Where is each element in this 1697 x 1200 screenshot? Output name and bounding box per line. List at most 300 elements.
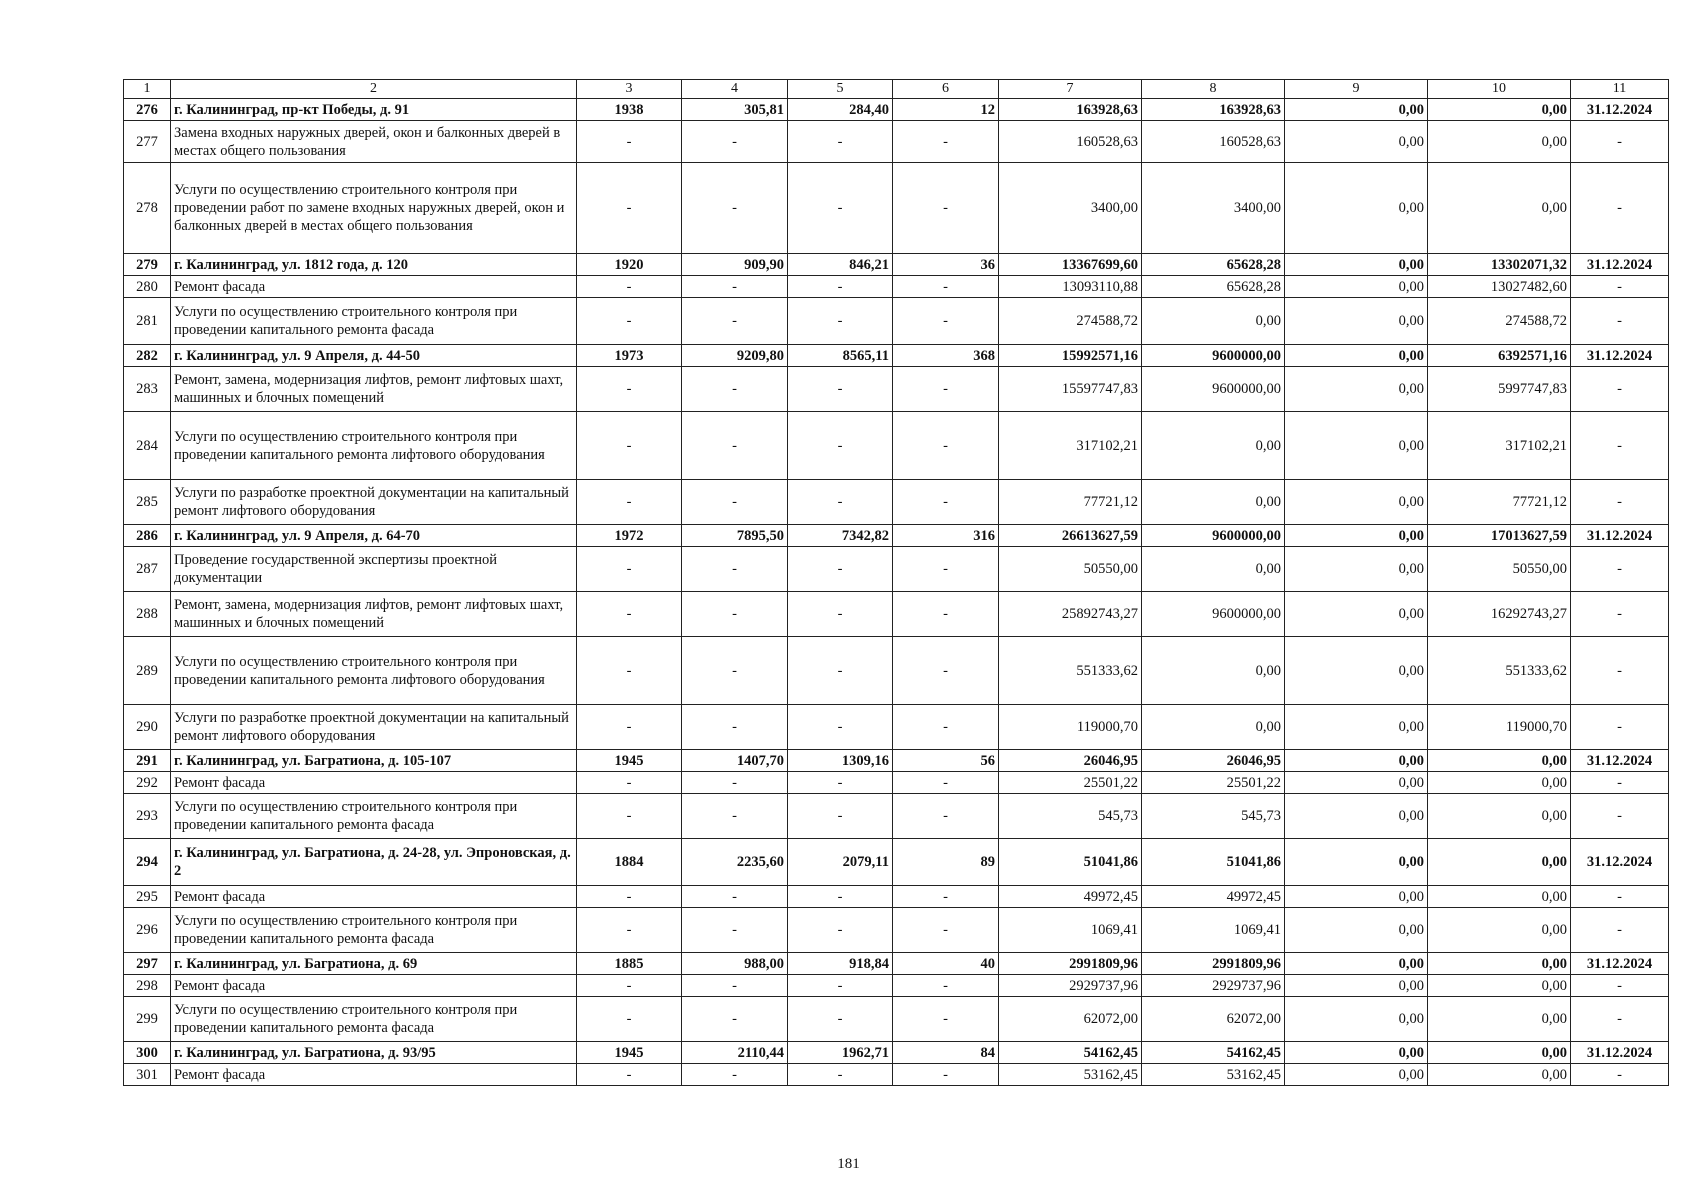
residents-cell: - <box>893 480 999 525</box>
column-header: 6 <box>893 80 999 99</box>
table-row <box>124 975 1669 997</box>
column-header: 11 <box>1571 80 1669 99</box>
description-cell: г. Калининград, ул. Багратиона, д. 69 <box>171 953 577 975</box>
total-cost-cell: 13093110,88 <box>999 276 1142 298</box>
living-area-cell: - <box>788 975 893 997</box>
row-number-cell: 297 <box>124 953 171 975</box>
owner-funds-cell: 0,00 <box>1428 1042 1571 1064</box>
other-funding-cell: 0,00 <box>1285 254 1428 276</box>
row-number-cell: 279 <box>124 254 171 276</box>
column-header: 1 <box>124 80 171 99</box>
funding-cell: 26046,95 <box>1142 750 1285 772</box>
total-area-cell: - <box>682 886 788 908</box>
total-cost-cell: 49972,45 <box>999 886 1142 908</box>
other-funding-cell: 0,00 <box>1285 750 1428 772</box>
row-number-cell: 282 <box>124 345 171 367</box>
living-area-cell: - <box>788 794 893 839</box>
total-area-cell: - <box>682 772 788 794</box>
total-area-cell: - <box>682 412 788 480</box>
table-row <box>124 547 1669 592</box>
row-number-cell: 289 <box>124 637 171 705</box>
funding-cell: 25501,22 <box>1142 772 1285 794</box>
owner-funds-cell: 0,00 <box>1428 1064 1571 1086</box>
row-number-cell: 300 <box>124 1042 171 1064</box>
table-body <box>124 80 1669 1086</box>
year-cell: 1938 <box>577 99 682 121</box>
owner-funds-cell: 0,00 <box>1428 839 1571 886</box>
other-funding-cell: 0,00 <box>1285 794 1428 839</box>
total-cost-cell: 25501,22 <box>999 772 1142 794</box>
residents-cell: 368 <box>893 345 999 367</box>
owner-funds-cell: 119000,70 <box>1428 705 1571 750</box>
table-row <box>124 525 1669 547</box>
owner-funds-cell: 0,00 <box>1428 772 1571 794</box>
living-area-cell: - <box>788 592 893 637</box>
table-row <box>124 953 1669 975</box>
living-area-cell: - <box>788 908 893 953</box>
total-area-cell: - <box>682 592 788 637</box>
residents-cell: - <box>893 886 999 908</box>
completion-date-cell: - <box>1571 908 1669 953</box>
table-row <box>124 886 1669 908</box>
year-cell: - <box>577 886 682 908</box>
total-cost-cell: 1069,41 <box>999 908 1142 953</box>
living-area-cell: - <box>788 367 893 412</box>
residents-cell: 56 <box>893 750 999 772</box>
description-cell: Ремонт фасада <box>171 1064 577 1086</box>
living-area-cell: 284,40 <box>788 99 893 121</box>
living-area-cell: 1309,16 <box>788 750 893 772</box>
completion-date-cell: 31.12.2024 <box>1571 953 1669 975</box>
description-cell: г. Калининград, ул. Багратиона, д. 105-107 <box>171 750 577 772</box>
total-cost-cell: 163928,63 <box>999 99 1142 121</box>
total-cost-cell: 26046,95 <box>999 750 1142 772</box>
total-area-cell: 2235,60 <box>682 839 788 886</box>
total-area-cell: - <box>682 276 788 298</box>
total-cost-cell: 53162,45 <box>999 1064 1142 1086</box>
year-cell: - <box>577 705 682 750</box>
other-funding-cell: 0,00 <box>1285 997 1428 1042</box>
year-cell: - <box>577 975 682 997</box>
other-funding-cell: 0,00 <box>1285 163 1428 254</box>
completion-date-cell: - <box>1571 705 1669 750</box>
funding-cell: 9600000,00 <box>1142 525 1285 547</box>
funding-cell: 0,00 <box>1142 412 1285 480</box>
table-row <box>124 750 1669 772</box>
row-number-cell: 285 <box>124 480 171 525</box>
other-funding-cell: 0,00 <box>1285 839 1428 886</box>
description-cell: Услуги по осуществлению строительного контроля при проведении капитального ремонта лифтового оборудования <box>171 637 577 705</box>
description-cell: Услуги по разработке проектной документации на капитальный ремонт лифтового оборудования <box>171 705 577 750</box>
completion-date-cell: - <box>1571 794 1669 839</box>
residents-cell: - <box>893 367 999 412</box>
funding-cell: 0,00 <box>1142 637 1285 705</box>
total-area-cell: 305,81 <box>682 99 788 121</box>
total-cost-cell: 160528,63 <box>999 121 1142 163</box>
description-cell: Проведение государственной экспертизы проектной документации <box>171 547 577 592</box>
residents-cell: - <box>893 276 999 298</box>
owner-funds-cell: 0,00 <box>1428 886 1571 908</box>
row-number-cell: 293 <box>124 794 171 839</box>
funding-cell: 0,00 <box>1142 547 1285 592</box>
completion-date-cell: - <box>1571 121 1669 163</box>
living-area-cell: - <box>788 637 893 705</box>
completion-date-cell: - <box>1571 1064 1669 1086</box>
funding-cell: 53162,45 <box>1142 1064 1285 1086</box>
living-area-cell: 7342,82 <box>788 525 893 547</box>
year-cell: 1884 <box>577 839 682 886</box>
completion-date-cell: 31.12.2024 <box>1571 1042 1669 1064</box>
row-number-cell: 288 <box>124 592 171 637</box>
total-area-cell: - <box>682 705 788 750</box>
row-number-cell: 284 <box>124 412 171 480</box>
owner-funds-cell: 17013627,59 <box>1428 525 1571 547</box>
owner-funds-cell: 0,00 <box>1428 99 1571 121</box>
other-funding-cell: 0,00 <box>1285 1064 1428 1086</box>
column-header: 8 <box>1142 80 1285 99</box>
row-number-cell: 277 <box>124 121 171 163</box>
column-header: 9 <box>1285 80 1428 99</box>
description-cell: Услуги по осуществлению строительного контроля при проведении капитального ремонта фасада <box>171 908 577 953</box>
year-cell: - <box>577 637 682 705</box>
other-funding-cell: 0,00 <box>1285 975 1428 997</box>
total-area-cell: - <box>682 794 788 839</box>
residents-cell: 12 <box>893 99 999 121</box>
completion-date-cell: - <box>1571 886 1669 908</box>
description-cell: Ремонт, замена, модернизация лифтов, ремонт лифтовых шахт, машинных и блочных помещений <box>171 592 577 637</box>
description-cell: Ремонт фасада <box>171 772 577 794</box>
other-funding-cell: 0,00 <box>1285 637 1428 705</box>
row-number-cell: 280 <box>124 276 171 298</box>
other-funding-cell: 0,00 <box>1285 772 1428 794</box>
completion-date-cell: - <box>1571 547 1669 592</box>
other-funding-cell: 0,00 <box>1285 547 1428 592</box>
table-row <box>124 908 1669 953</box>
year-cell: - <box>577 772 682 794</box>
description-cell: Услуги по осуществлению строительного контроля при проведении капитального ремонта фасада <box>171 997 577 1042</box>
total-area-cell: - <box>682 298 788 345</box>
owner-funds-cell: 551333,62 <box>1428 637 1571 705</box>
description-cell: г. Калининград, ул. 9 Апреля, д. 44-50 <box>171 345 577 367</box>
living-area-cell: 846,21 <box>788 254 893 276</box>
funding-cell: 163928,63 <box>1142 99 1285 121</box>
total-area-cell: 2110,44 <box>682 1042 788 1064</box>
living-area-cell: - <box>788 886 893 908</box>
residents-cell: 89 <box>893 839 999 886</box>
column-header: 3 <box>577 80 682 99</box>
living-area-cell: - <box>788 547 893 592</box>
completion-date-cell: 31.12.2024 <box>1571 99 1669 121</box>
year-cell: - <box>577 367 682 412</box>
owner-funds-cell: 0,00 <box>1428 997 1571 1042</box>
total-cost-cell: 15992571,16 <box>999 345 1142 367</box>
living-area-cell: - <box>788 480 893 525</box>
funding-cell: 2991809,96 <box>1142 953 1285 975</box>
owner-funds-cell: 16292743,27 <box>1428 592 1571 637</box>
description-cell: Услуги по осуществлению строительного контроля при проведении капитального ремонта лифтового оборудования <box>171 412 577 480</box>
completion-date-cell: 31.12.2024 <box>1571 839 1669 886</box>
total-area-cell: - <box>682 121 788 163</box>
completion-date-cell: 31.12.2024 <box>1571 525 1669 547</box>
row-number-cell: 281 <box>124 298 171 345</box>
residents-cell: 36 <box>893 254 999 276</box>
row-number-cell: 292 <box>124 772 171 794</box>
funding-cell: 1069,41 <box>1142 908 1285 953</box>
total-area-cell: 909,90 <box>682 254 788 276</box>
other-funding-cell: 0,00 <box>1285 953 1428 975</box>
completion-date-cell: - <box>1571 163 1669 254</box>
year-cell: 1920 <box>577 254 682 276</box>
residents-cell: - <box>893 592 999 637</box>
living-area-cell: 1962,71 <box>788 1042 893 1064</box>
row-number-cell: 298 <box>124 975 171 997</box>
residents-cell: - <box>893 1064 999 1086</box>
year-cell: - <box>577 908 682 953</box>
total-cost-cell: 77721,12 <box>999 480 1142 525</box>
living-area-cell: 2079,11 <box>788 839 893 886</box>
living-area-cell: - <box>788 121 893 163</box>
total-area-cell: - <box>682 547 788 592</box>
funding-cell: 2929737,96 <box>1142 975 1285 997</box>
description-cell: г. Калининград, пр-кт Победы, д. 91 <box>171 99 577 121</box>
residents-cell: - <box>893 997 999 1042</box>
other-funding-cell: 0,00 <box>1285 480 1428 525</box>
description-cell: Услуги по разработке проектной документации на капитальный ремонт лифтового оборудования <box>171 480 577 525</box>
row-number-cell: 286 <box>124 525 171 547</box>
funding-cell: 545,73 <box>1142 794 1285 839</box>
column-header: 2 <box>171 80 577 99</box>
total-cost-cell: 3400,00 <box>999 163 1142 254</box>
row-number-cell: 301 <box>124 1064 171 1086</box>
description-cell: Услуги по осуществлению строительного контроля при проведении капитального ремонта фасада <box>171 794 577 839</box>
funding-cell: 49972,45 <box>1142 886 1285 908</box>
row-number-cell: 296 <box>124 908 171 953</box>
total-cost-cell: 545,73 <box>999 794 1142 839</box>
table-row <box>124 1064 1669 1086</box>
owner-funds-cell: 0,00 <box>1428 975 1571 997</box>
other-funding-cell: 0,00 <box>1285 367 1428 412</box>
owner-funds-cell: 317102,21 <box>1428 412 1571 480</box>
residents-cell: - <box>893 163 999 254</box>
table-row <box>124 1042 1669 1064</box>
funding-cell: 3400,00 <box>1142 163 1285 254</box>
year-cell: - <box>577 1064 682 1086</box>
living-area-cell: - <box>788 705 893 750</box>
owner-funds-cell: 274588,72 <box>1428 298 1571 345</box>
total-cost-cell: 2929737,96 <box>999 975 1142 997</box>
column-header: 10 <box>1428 80 1571 99</box>
total-cost-cell: 119000,70 <box>999 705 1142 750</box>
table-row <box>124 99 1669 121</box>
funding-cell: 54162,45 <box>1142 1042 1285 1064</box>
owner-funds-cell: 0,00 <box>1428 750 1571 772</box>
funding-cell: 0,00 <box>1142 705 1285 750</box>
completion-date-cell: - <box>1571 637 1669 705</box>
year-cell: - <box>577 298 682 345</box>
living-area-cell: 918,84 <box>788 953 893 975</box>
funding-cell: 0,00 <box>1142 480 1285 525</box>
column-header: 4 <box>682 80 788 99</box>
residents-cell: 40 <box>893 953 999 975</box>
funding-cell: 51041,86 <box>1142 839 1285 886</box>
funding-cell: 9600000,00 <box>1142 592 1285 637</box>
living-area-cell: - <box>788 997 893 1042</box>
description-cell: Ремонт, замена, модернизация лифтов, ремонт лифтовых шахт, машинных и блочных помещений <box>171 367 577 412</box>
description-cell: Ремонт фасада <box>171 276 577 298</box>
total-area-cell: - <box>682 163 788 254</box>
other-funding-cell: 0,00 <box>1285 121 1428 163</box>
row-number-cell: 290 <box>124 705 171 750</box>
other-funding-cell: 0,00 <box>1285 908 1428 953</box>
description-cell: г. Калининград, ул. 1812 года, д. 120 <box>171 254 577 276</box>
residents-cell: - <box>893 772 999 794</box>
completion-date-cell: 31.12.2024 <box>1571 345 1669 367</box>
year-cell: - <box>577 412 682 480</box>
owner-funds-cell: 5997747,83 <box>1428 367 1571 412</box>
year-cell: 1945 <box>577 1042 682 1064</box>
table-row <box>124 367 1669 412</box>
page-number: 181 <box>837 1156 860 1172</box>
total-area-cell: - <box>682 480 788 525</box>
completion-date-cell: 31.12.2024 <box>1571 750 1669 772</box>
total-area-cell: 7895,50 <box>682 525 788 547</box>
total-area-cell: - <box>682 975 788 997</box>
column-header: 5 <box>788 80 893 99</box>
funding-cell: 9600000,00 <box>1142 345 1285 367</box>
living-area-cell: - <box>788 412 893 480</box>
table-row <box>124 772 1669 794</box>
total-cost-cell: 317102,21 <box>999 412 1142 480</box>
year-cell: - <box>577 480 682 525</box>
other-funding-cell: 0,00 <box>1285 298 1428 345</box>
year-cell: 1973 <box>577 345 682 367</box>
living-area-cell: - <box>788 1064 893 1086</box>
other-funding-cell: 0,00 <box>1285 99 1428 121</box>
completion-date-cell: - <box>1571 772 1669 794</box>
residents-cell: 84 <box>893 1042 999 1064</box>
row-number-cell: 295 <box>124 886 171 908</box>
owner-funds-cell: 77721,12 <box>1428 480 1571 525</box>
year-cell: 1885 <box>577 953 682 975</box>
residents-cell: 316 <box>893 525 999 547</box>
owner-funds-cell: 0,00 <box>1428 908 1571 953</box>
other-funding-cell: 0,00 <box>1285 525 1428 547</box>
completion-date-cell: - <box>1571 592 1669 637</box>
other-funding-cell: 0,00 <box>1285 276 1428 298</box>
total-area-cell: - <box>682 1064 788 1086</box>
year-cell: - <box>577 121 682 163</box>
total-cost-cell: 15597747,83 <box>999 367 1142 412</box>
total-cost-cell: 26613627,59 <box>999 525 1142 547</box>
year-cell: - <box>577 997 682 1042</box>
other-funding-cell: 0,00 <box>1285 345 1428 367</box>
living-area-cell: - <box>788 298 893 345</box>
residents-cell: - <box>893 975 999 997</box>
description-cell: Услуги по осуществлению строительного контроля при проведении капитального ремонта фасада <box>171 298 577 345</box>
living-area-cell: - <box>788 163 893 254</box>
completion-date-cell: - <box>1571 412 1669 480</box>
description-cell: г. Калининград, ул. Багратиона, д. 93/95 <box>171 1042 577 1064</box>
completion-date-cell: - <box>1571 367 1669 412</box>
other-funding-cell: 0,00 <box>1285 412 1428 480</box>
other-funding-cell: 0,00 <box>1285 886 1428 908</box>
residents-cell: - <box>893 412 999 480</box>
table-row <box>124 592 1669 637</box>
row-number-cell: 294 <box>124 839 171 886</box>
row-number-cell: 287 <box>124 547 171 592</box>
other-funding-cell: 0,00 <box>1285 1042 1428 1064</box>
description-cell: Замена входных наружных дверей, окон и балконных дверей в местах общего пользования <box>171 121 577 163</box>
completion-date-cell: - <box>1571 480 1669 525</box>
owner-funds-cell: 13027482,60 <box>1428 276 1571 298</box>
funding-cell: 65628,28 <box>1142 276 1285 298</box>
total-cost-cell: 62072,00 <box>999 997 1142 1042</box>
total-area-cell: - <box>682 997 788 1042</box>
living-area-cell: 8565,11 <box>788 345 893 367</box>
funding-cell: 0,00 <box>1142 298 1285 345</box>
owner-funds-cell: 0,00 <box>1428 121 1571 163</box>
description-cell: Ремонт фасада <box>171 886 577 908</box>
total-area-cell: 9209,80 <box>682 345 788 367</box>
residents-cell: - <box>893 298 999 345</box>
table-row <box>124 997 1669 1042</box>
total-area-cell: - <box>682 637 788 705</box>
row-number-cell: 278 <box>124 163 171 254</box>
year-cell: - <box>577 592 682 637</box>
total-area-cell: 1407,70 <box>682 750 788 772</box>
description-cell: г. Калининград, ул. 9 Апреля, д. 64-70 <box>171 525 577 547</box>
completion-date-cell: - <box>1571 298 1669 345</box>
table-row <box>124 254 1669 276</box>
year-cell: 1972 <box>577 525 682 547</box>
table-row <box>124 839 1669 886</box>
owner-funds-cell: 0,00 <box>1428 794 1571 839</box>
completion-date-cell: - <box>1571 997 1669 1042</box>
description-cell: г. Калининград, ул. Багратиона, д. 24-28, ул. Эпроновская, д. 2 <box>171 839 577 886</box>
total-area-cell: 988,00 <box>682 953 788 975</box>
description-cell: Ремонт фасада <box>171 975 577 997</box>
capital-repair-table <box>123 79 1669 1086</box>
description-cell: Услуги по осуществлению строительного контроля при проведении работ по замене входных наружных дверей, окон и балконных дверей в местах общего пользования <box>171 163 577 254</box>
table-row <box>124 276 1669 298</box>
total-cost-cell: 2991809,96 <box>999 953 1142 975</box>
year-cell: 1945 <box>577 750 682 772</box>
completion-date-cell: - <box>1571 975 1669 997</box>
row-number-cell: 291 <box>124 750 171 772</box>
table-row <box>124 480 1669 525</box>
funding-cell: 160528,63 <box>1142 121 1285 163</box>
table-row <box>124 412 1669 480</box>
table-row <box>124 705 1669 750</box>
table-row <box>124 163 1669 254</box>
row-number-cell: 283 <box>124 367 171 412</box>
total-cost-cell: 25892743,27 <box>999 592 1142 637</box>
funding-cell: 62072,00 <box>1142 997 1285 1042</box>
total-cost-cell: 551333,62 <box>999 637 1142 705</box>
completion-date-cell: - <box>1571 276 1669 298</box>
year-cell: - <box>577 276 682 298</box>
table-row <box>124 794 1669 839</box>
total-area-cell: - <box>682 367 788 412</box>
total-cost-cell: 50550,00 <box>999 547 1142 592</box>
completion-date-cell: 31.12.2024 <box>1571 254 1669 276</box>
owner-funds-cell: 50550,00 <box>1428 547 1571 592</box>
funding-cell: 9600000,00 <box>1142 367 1285 412</box>
table-row <box>124 345 1669 367</box>
residents-cell: - <box>893 705 999 750</box>
owner-funds-cell: 13302071,32 <box>1428 254 1571 276</box>
year-cell: - <box>577 794 682 839</box>
